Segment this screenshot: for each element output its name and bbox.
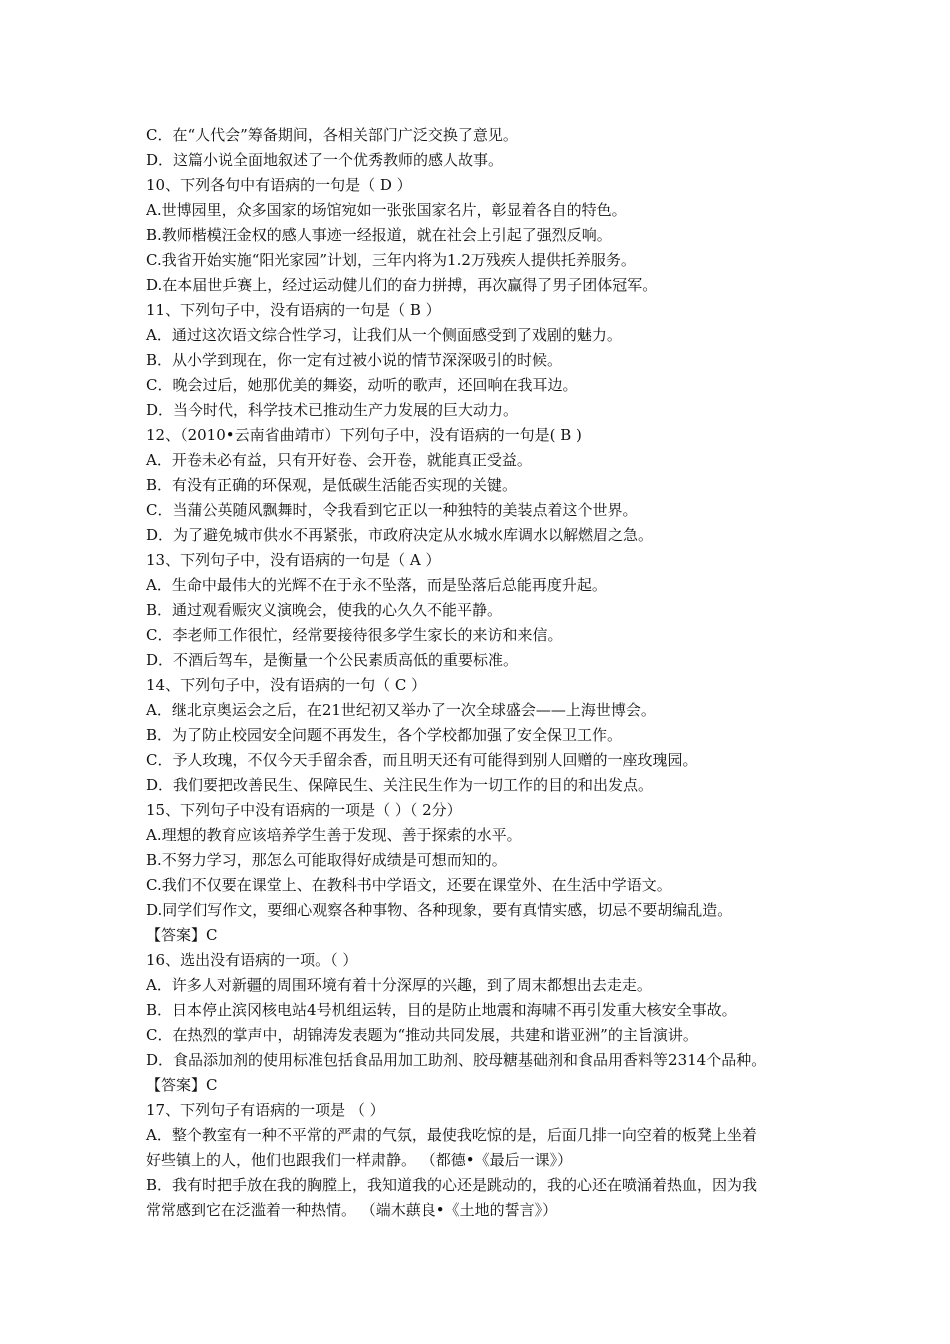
question-13-stem: 13、下列句子中，没有语病的一句是（ A ） [146,551,441,569]
question-17-stem: 17、下列句子有语病的一项是 （ ） [146,1101,385,1119]
document-page [146,123,826,1223]
text-line: B.教师楷模汪金权的感人事迹一经报道，就在社会上引起了强烈反响。 [146,226,612,244]
text-line: D．我们要把改善民生、保障民生、关注民生作为一切工作的目的和出发点。 [146,776,654,794]
question-15-stem: 15、下列句子中没有语病的一项是（ ）（ 2分） [146,801,462,819]
text-line: A．开卷未必有益，只有开好卷、会开卷，就能真正受益。 [146,451,532,469]
text-line: C.我们不仅要在课堂上、在教科书中学语文，还要在课堂外、在生活中学语文。 [146,876,672,894]
text-line: B．从小学到现在，你一定有过被小说的情节深深吸引的时候。 [146,351,563,369]
text-line: C．在热烈的掌声中，胡锦涛发表题为“推动共同发展，共建和谐亚洲”的主旨演讲。 [146,1026,698,1044]
text-line: D．这篇小说全面地叙述了一个优秀教师的感人故事。 [146,151,504,169]
text-line: D.同学们写作文，要细心观察各种事物、各种现象，要有真情实感，切忌不要胡编乱造。 [146,901,733,919]
text-line: A．通过这次语文综合性学习，让我们从一个侧面感受到了戏剧的魅力。 [146,326,622,344]
text-line: C．李老师工作很忙，经常要接待很多学生家长的来访和来信。 [146,626,563,644]
text-line: C.我省开始实施“阳光家园”计划，三年内将为1.2万残疾人提供托养服务。 [146,251,636,269]
question-16-stem: 16、选出没有语病的一项。（ ） [146,951,358,969]
text-line: A.理想的教育应该培养学生善于发现、善于探索的水平。 [146,826,522,844]
text-line: B．有没有正确的环保观，是低碳生活能否实现的关键。 [146,476,518,494]
text-line: C．当蒲公英随风飘舞时，令我看到它正以一种独特的美装点着这个世界。 [146,501,638,519]
text-line: B．通过观看赈灾义演晚会，使我的心久久不能平静。 [146,601,503,619]
text-line: 好些镇上的人，他们也跟我们一样肃静。 （都德•《最后一课》） [146,1151,573,1169]
text-line: C．予人玫瑰，不仅今天手留余香，而且明天还有可能得到别人回赠的一座玫瑰园。 [146,751,698,769]
text-line: C．在“人代会”筹备期间，各相关部门广泛交换了意见。 [146,126,518,144]
question-11-stem: 11、下列句子中，没有语病的一句是（ B ） [146,301,441,319]
text-line: D．食品添加剂的使用标准包括食品用加工助剂、胶母糖基础剂和食品用香料等2314个品种。 [146,1051,767,1069]
question-14-stem: 14、下列句子中，没有语病的一句（ C ） [146,676,427,694]
text-line: A.世博园里，众多国家的场馆宛如一张张国家名片，彰显着各自的特色。 [146,201,627,219]
text-line: D．不酒后驾车，是衡量一个公民素质高低的重要标准。 [146,651,519,669]
text-line: A．生命中最伟大的光辉不在于永不坠落，而是坠落后总能再度升起。 [146,576,607,594]
text-line: D.在本届世乒赛上，经过运动健儿们的奋力拼搏，再次赢得了男子团体冠军。 [146,276,658,294]
text-line: A．继北京奥运会之后，在21世纪初又举办了一次全球盛会——上海世博会。 [146,701,656,719]
text-line: A．整个教室有一种不平常的严肃的气氛，最使我吃惊的是，后面几排一向空着的板凳上坐着 [146,1126,757,1144]
text-line: D．为了避免城市供水不再紧张，市政府决定从水城水库调水以解燃眉之急。 [146,526,654,544]
text-line: C．晚会过后，她那优美的舞姿，动听的歌声，还回响在我耳边。 [146,376,578,394]
text-line: B．为了防止校园安全问题不再发生，各个学校都加强了安全保卫工作。 [146,726,623,744]
text-line: A．许多人对新疆的周围环境有着十分深厚的兴趣，到了周末都想出去走走。 [146,976,652,994]
question-12-stem: 12、（2010•云南省曲靖市）下列句子中，没有语病的一句是( B ) [146,426,582,444]
text-line: B．日本停止滨冈核电站4号机组运转，目的是防止地震和海啸不再引发重大核安全事故。 [146,1001,737,1019]
text-line: D．当今时代，科学技术已推动生产力发展的巨大动力。 [146,401,519,419]
answer-line: 【答案】C [146,926,218,944]
answer-line: 【答案】C [146,1076,218,1094]
text-line: 常常感到它在泛滥着一种热情。 （端木蕻良•《土地的誓言》） [146,1201,558,1219]
question-10-stem: 10、下列各句中有语病的一句是（ D ） [146,176,412,194]
text-line: B.不努力学习，那怎么可能取得好成绩是可想而知的。 [146,851,507,869]
text-line: B．我有时把手放在我的胸膛上，我知道我的心还是跳动的，我的心还在喷涌着热血，因为我 [146,1176,758,1194]
